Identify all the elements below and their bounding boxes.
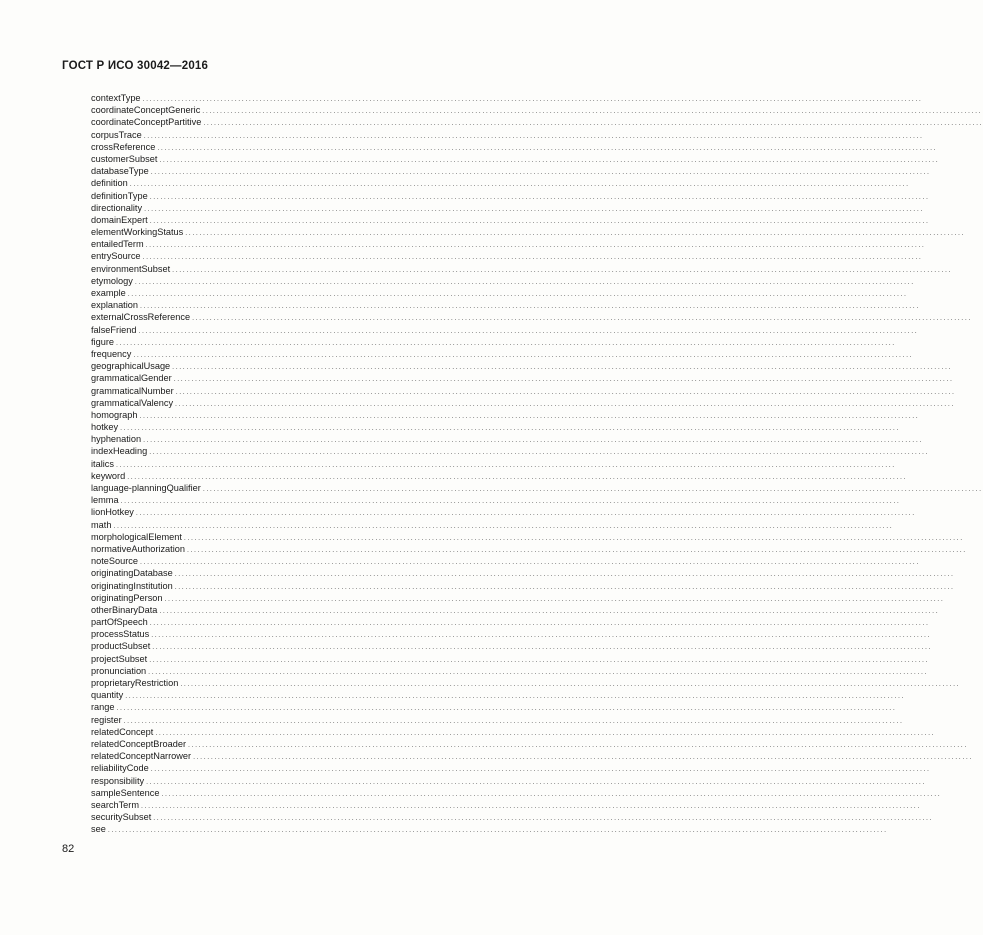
dot-leader: ............................................................................................................................................................................................................................	[139, 412, 920, 420]
dot-leader: ............................................................................................................................................................................................................................	[143, 132, 924, 140]
index-entry	[91, 445, 930, 457]
index-entry-term: normativeAuthorization	[91, 543, 185, 554]
index-entry	[91, 409, 920, 421]
index-entry	[91, 677, 961, 689]
dot-leader: ............................................................................................................................................................................................................................	[202, 486, 983, 493]
index-entry-term: grammaticalValency	[91, 397, 174, 408]
index-entry	[91, 701, 897, 713]
dot-leader: ............................................................................................................................................................................................................................	[153, 815, 934, 823]
index-entry-term: lionHotkey	[91, 507, 134, 518]
dot-leader: ............................................................................................................................................................................................................................	[149, 620, 930, 628]
index-entry	[91, 531, 964, 543]
index-entry-term: productSubset	[91, 641, 151, 652]
dot-leader: ............................................................................................................................................................................................................................	[192, 315, 972, 323]
dot-leader: ............................................................................................................................................................................................................................	[120, 425, 900, 433]
dot-leader: ............................................................................................................................................................................................................................	[188, 741, 968, 749]
index-entry-term: crossReference	[91, 141, 156, 152]
dot-leader: ............................................................................................................................................................................................................................	[149, 449, 930, 457]
index-entry-term: entailedTerm	[91, 239, 144, 250]
index-entry-term: relatedConcept	[91, 726, 154, 737]
index-entry-term: etymology	[91, 275, 133, 286]
page-number: 82	[62, 843, 75, 855]
dot-leader: ............................................................................................................................................................................................................................	[127, 291, 908, 298]
dot-leader: ............................................................................................................................................................................................................................	[141, 802, 921, 810]
index-entry	[91, 580, 955, 592]
dot-leader: ............................................................................................................................................................................................................................	[159, 607, 940, 615]
index-entry-term: processStatus	[91, 629, 150, 640]
index-entry-term: see	[91, 824, 106, 835]
index-entry-term: lemma	[91, 495, 119, 506]
index-entry	[91, 433, 923, 445]
index-entry	[91, 519, 894, 531]
index-entry	[91, 165, 931, 177]
index-entry	[91, 628, 932, 640]
dot-leader: ............................................................................................................................................................................................................................	[149, 217, 930, 225]
index-entry	[91, 336, 896, 348]
index-entry	[91, 787, 942, 799]
index-entry	[91, 397, 955, 409]
dot-leader: ............................................................................................................................................................................................................................	[144, 205, 924, 213]
index-entry-term: directionality	[91, 202, 143, 213]
index-entry-term: morphologicalElement	[91, 531, 182, 542]
index-entry	[91, 177, 910, 189]
index-entry	[91, 616, 930, 628]
index-entry	[91, 348, 914, 360]
index-entry-term: customerSubset	[91, 153, 158, 164]
dot-leader: ............................................................................................................................................................................................................................	[161, 790, 942, 798]
dot-leader: ............................................................................................................................................................................................................................	[145, 242, 926, 250]
index-entry	[91, 324, 919, 336]
index-entry-term: noteSource	[91, 556, 138, 567]
index-entry-term: databaseType	[91, 166, 149, 177]
index-entry	[91, 116, 983, 128]
index-entry-term: range	[91, 702, 115, 713]
dot-leader: ............................................................................................................................................................................................................................	[174, 571, 955, 579]
dot-leader: ............................................................................................................................................................................................................................	[149, 656, 930, 664]
index-entry	[91, 190, 930, 202]
dot-leader: ............................................................................................................................................................................................................................	[142, 254, 923, 262]
dot-leader: ............................................................................................................................................................................................................................	[185, 230, 966, 238]
index-entry	[91, 287, 908, 299]
page-header: ГОСТ Р ИСО 30042—2016	[62, 60, 209, 72]
index-entry-term: domainExpert	[91, 214, 148, 225]
index-entry	[91, 555, 920, 567]
index-entry	[91, 372, 954, 384]
index-entry	[91, 250, 923, 262]
index-entry	[91, 640, 933, 652]
index-entry-term: searchTerm	[91, 799, 139, 810]
index-entry-term: geographicalUsage	[91, 361, 171, 372]
index-entry-term: quantity	[91, 690, 124, 701]
index-entry-term: entrySource	[91, 251, 141, 262]
index-entry-term: originatingDatabase	[91, 568, 173, 579]
dot-leader: ............................................................................................................................................................................................................................	[123, 717, 904, 725]
dot-leader: ............................................................................................................................................................................................................................	[174, 583, 955, 591]
dot-leader: ............................................................................................................................................................................................................................	[175, 388, 956, 396]
index-entry-term: contextType	[91, 93, 141, 103]
dot-leader: ............................................................................................................................................................................................................................	[116, 705, 897, 713]
dot-leader: ............................................................................................................................................................................................................................	[115, 339, 896, 347]
index-entry	[91, 202, 924, 214]
dot-leader: ............................................................................................................................................................................................................................	[202, 108, 983, 116]
index-entry-term: otherBinaryData	[91, 604, 158, 615]
dot-leader: ............................................................................................................................................................................................................................	[127, 473, 908, 481]
dot-leader: ............................................................................................................................................................................................................................	[150, 169, 931, 177]
dot-leader: ............................................................................................................................................................................................................................	[151, 632, 932, 640]
index-entry	[91, 153, 940, 165]
index-entry	[91, 470, 908, 482]
index-entry-term: originatingPerson	[91, 592, 163, 603]
index-entry	[91, 360, 953, 372]
dot-leader: ............................................................................................................................................................................................................................	[146, 778, 926, 786]
index-entry	[91, 775, 926, 787]
index-entry-term: keyword	[91, 470, 126, 481]
index-entry	[91, 482, 983, 494]
index-entry-term: definitionType	[91, 190, 148, 201]
dot-leader: ............................................................................................................................................................................................................................	[125, 693, 906, 701]
index-entry-term: reliabilityCode	[91, 763, 149, 774]
index-entry-term: securitySubset	[91, 812, 152, 823]
index-entry	[91, 811, 934, 823]
term-index-list	[91, 92, 983, 835]
index-entry-term: coordinateConceptGeneric	[91, 105, 201, 116]
dot-leader: ............................................................................................................................................................................................................................	[173, 376, 954, 384]
index-entry	[91, 823, 888, 835]
index-entry	[91, 226, 966, 238]
index-entry-term: partOfSpeech	[91, 617, 148, 628]
index-entry-term: definition	[91, 178, 128, 189]
dot-leader: ............................................................................................................................................................................................................................	[159, 156, 940, 164]
index-entry-term: homograph	[91, 409, 138, 420]
index-entry-term: example	[91, 288, 126, 298]
dot-leader: ............................................................................................................................................................................................................................	[135, 510, 916, 518]
index-entry-term: falseFriend	[91, 324, 137, 335]
index-entry	[91, 92, 923, 104]
index-entry-term: frequency	[91, 348, 132, 359]
index-entry	[91, 275, 915, 287]
index-entry	[91, 665, 929, 677]
index-entry	[91, 299, 920, 311]
dot-leader: ............................................................................................................................................................................................................................	[138, 327, 919, 335]
dot-leader: ............................................................................................................................................................................................................................	[164, 595, 945, 603]
index-entry-term: relatedConceptNarrower	[91, 751, 192, 762]
index-entry	[91, 129, 924, 141]
dot-leader: ............................................................................................................................................................................................................................	[113, 522, 894, 530]
dot-leader: ............................................................................................................................................................................................................................	[148, 668, 929, 676]
dot-leader: ............................................................................................................................................................................................................................	[186, 546, 967, 554]
index-entry-term: hotkey	[91, 422, 119, 433]
dot-leader: ............................................................................................................................................................................................................................	[143, 437, 923, 445]
index-entry	[91, 604, 940, 616]
index-entry	[91, 543, 967, 555]
index-entry	[91, 104, 983, 116]
dot-leader: ............................................................................................................................................................................................................................	[157, 144, 938, 152]
dot-leader: ............................................................................................................................................................................................................................	[193, 754, 973, 762]
index-entry	[91, 214, 930, 226]
dot-leader: ............................................................................................................................................................................................................................	[203, 120, 983, 128]
index-entry-term: coordinateConceptPartitive	[91, 117, 202, 128]
index-entry-term: grammaticalNumber	[91, 385, 174, 396]
index-entry-term: environmentSubset	[91, 263, 171, 274]
index-entry-term: indexHeading	[91, 446, 148, 457]
index-entry-term: externalCrossReference	[91, 312, 191, 323]
index-entry	[91, 750, 973, 762]
index-entry-term: grammaticalGender	[91, 373, 172, 384]
index-entry-term: register	[91, 714, 122, 725]
dot-leader: ............................................................................................................................................................................................................................	[180, 681, 961, 688]
index-entry-term: proprietaryRestriction	[91, 678, 179, 688]
index-entry-term: explanation	[91, 300, 138, 311]
dot-leader: ............................................................................................................................................................................................................................	[140, 559, 920, 567]
index-entry-term: projectSubset	[91, 653, 148, 664]
dot-leader: ............................................................................................................................................................................................................................	[142, 96, 923, 103]
dot-leader: ............................................................................................................................................................................................................................	[129, 181, 910, 189]
dot-leader: ............................................................................................................................................................................................................................	[149, 193, 930, 201]
index-entry-term: pronunciation	[91, 665, 147, 676]
index-entry	[91, 385, 956, 397]
dot-leader: ............................................................................................................................................................................................................................	[134, 278, 915, 286]
dot-leader: ............................................................................................................................................................................................................................	[172, 266, 953, 274]
index-entry	[91, 238, 926, 250]
dot-leader: ............................................................................................................................................................................................................................	[183, 534, 964, 542]
dot-leader: ............................................................................................................................................................................................................................	[175, 400, 955, 408]
index-entry-term: relatedConceptBroader	[91, 738, 186, 749]
index-entry	[91, 311, 972, 323]
index-entry-term: figure	[91, 336, 114, 347]
dot-leader: ............................................................................................................................................................................................................................	[120, 498, 901, 506]
index-entry	[91, 494, 901, 506]
index-entry	[91, 714, 904, 726]
index-entry	[91, 263, 953, 275]
index-entry	[91, 141, 938, 153]
index-entry-term: corpusTrace	[91, 129, 142, 140]
dot-leader: ............................................................................................................................................................................................................................	[152, 644, 933, 652]
dot-leader: ............................................................................................................................................................................................................................	[155, 729, 936, 737]
index-entry-term: hyphenation	[91, 434, 142, 445]
index-entry	[91, 567, 955, 579]
index-entry	[91, 458, 896, 470]
index-entry	[91, 421, 900, 433]
dot-leader: ............................................................................................................................................................................................................................	[133, 351, 914, 359]
index-entry	[91, 738, 968, 750]
dot-leader: ............................................................................................................................................................................................................................	[140, 303, 920, 311]
dot-leader: ............................................................................................................................................................................................................................	[172, 364, 953, 372]
index-entry	[91, 653, 930, 665]
index-entry	[91, 799, 921, 811]
index-entry	[91, 726, 936, 738]
index-entry	[91, 689, 906, 701]
index-entry-term: italics	[91, 458, 114, 469]
index-entry-term: responsibility	[91, 775, 145, 786]
dot-leader: ............................................................................................................................................................................................................................	[150, 766, 931, 774]
dot-leader: ............................................................................................................................................................................................................................	[107, 827, 888, 835]
index-entry	[91, 592, 945, 604]
index-entry-term: elementWorkingStatus	[91, 227, 184, 238]
index-entry	[91, 506, 916, 518]
index-entry-term: math	[91, 519, 112, 530]
index-entry-term: originatingInstitution	[91, 580, 173, 591]
index-entry-term: language-planningQualifier	[91, 483, 201, 493]
index-entry-term: sampleSentence	[91, 787, 160, 798]
index-entry	[91, 762, 931, 774]
dot-leader: ............................................................................................................................................................................................................................	[115, 461, 896, 469]
